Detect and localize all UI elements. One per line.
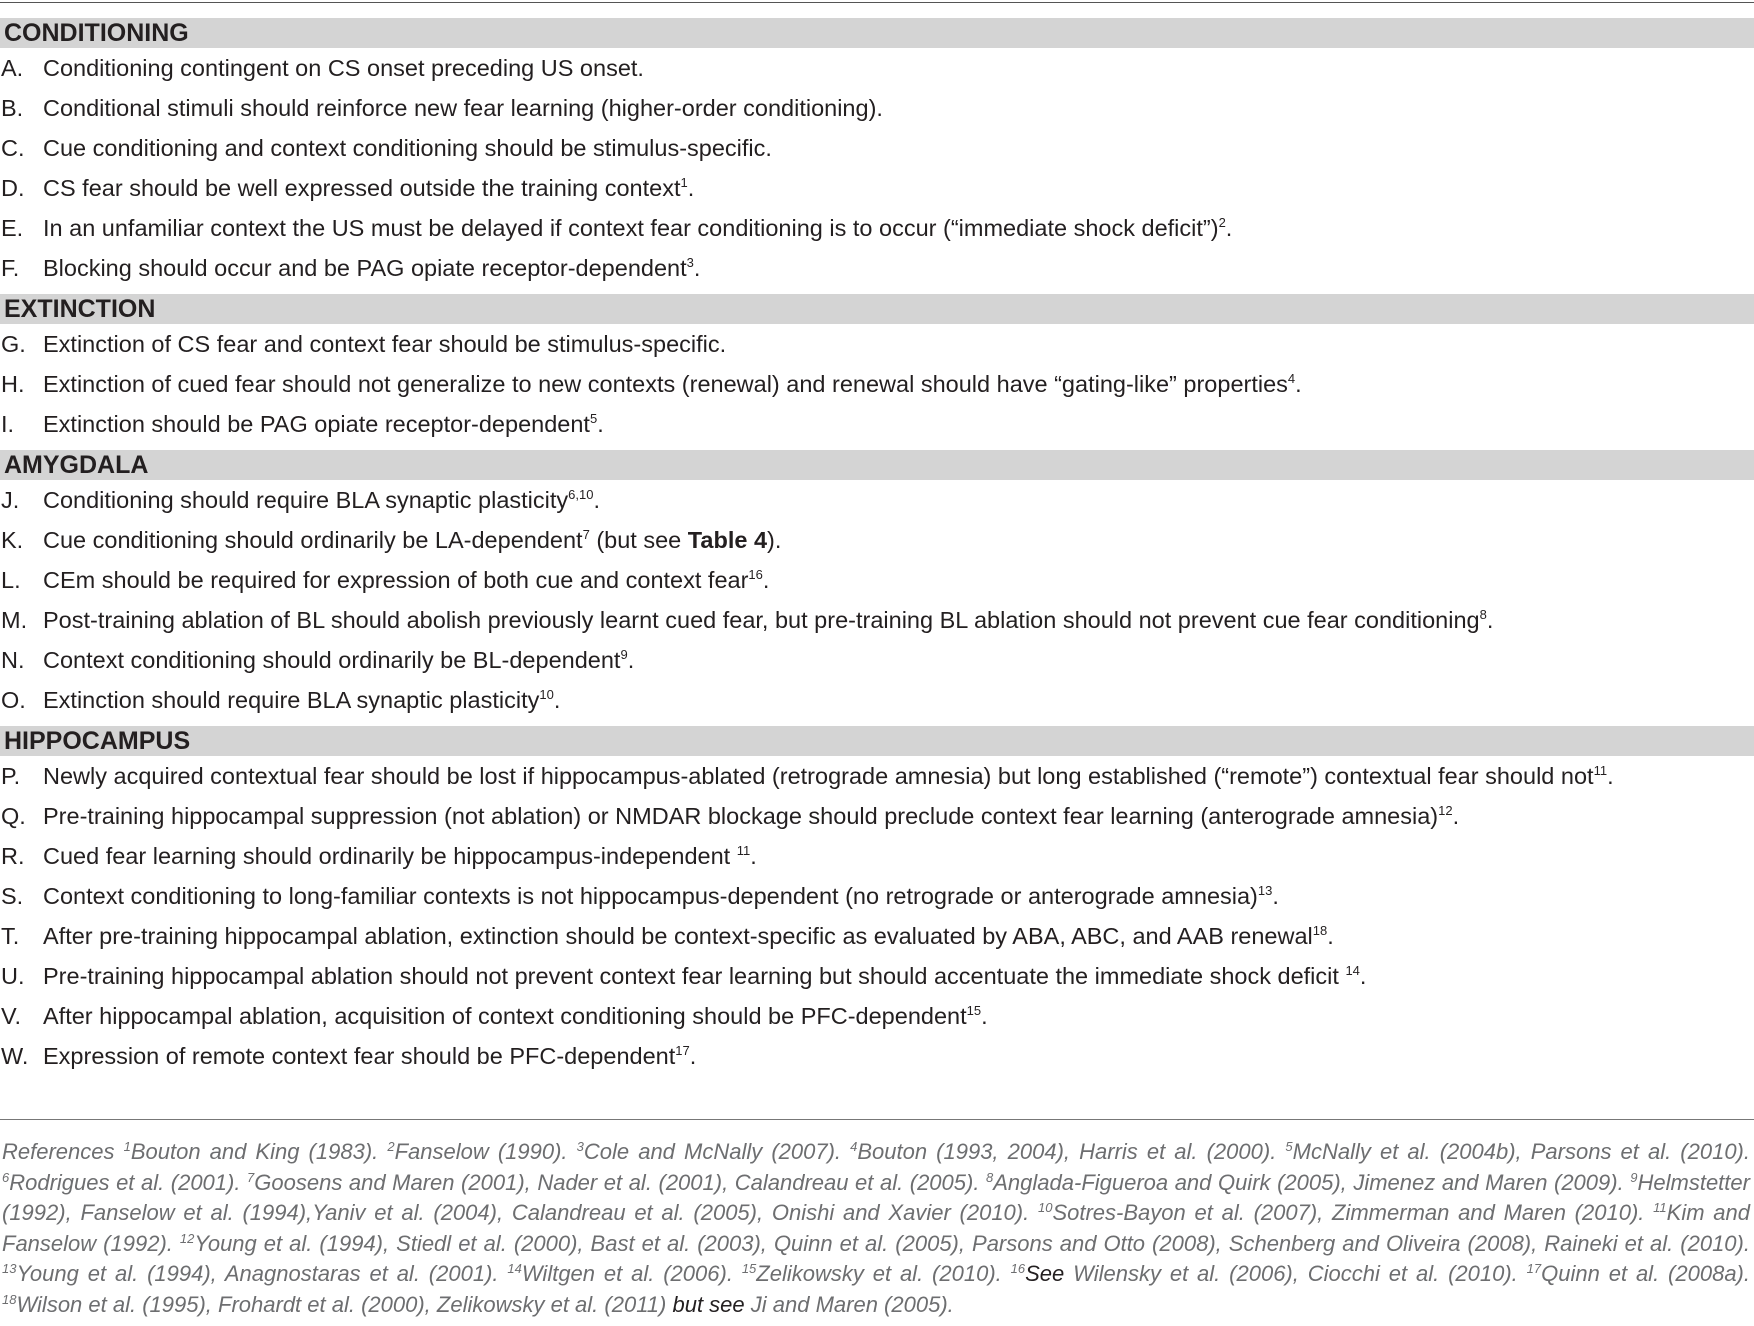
criterion-text	[43, 916, 1754, 956]
footnote-marker: 7	[582, 527, 590, 542]
criterion-row	[0, 560, 1754, 600]
text-run: Bouton (1993, 2004), Harris et al. (2000).	[857, 1139, 1286, 1164]
footnote-marker: 4	[1287, 371, 1296, 386]
footnote-marker: 5	[589, 411, 598, 426]
criterion-row	[0, 876, 1754, 916]
criterion-letter: F.	[1, 255, 20, 281]
footnote-marker: 1	[123, 1139, 131, 1154]
footnote-marker: 3	[576, 1139, 584, 1154]
footnote-marker: 16	[1010, 1261, 1026, 1276]
footnote-marker: 8	[1479, 607, 1487, 622]
criterion-text	[43, 480, 1754, 520]
criterion-letter: G.	[1, 331, 26, 357]
text-run: CS fear should be well expressed outside the training context	[43, 175, 681, 201]
criterion-letter: I.	[1, 411, 15, 437]
criterion-row	[0, 796, 1754, 836]
criterion-text	[43, 600, 1754, 640]
criterion-letter: B.	[1, 95, 24, 121]
section-header-conditioning: CONDITIONING	[0, 18, 1754, 48]
criterion-row	[0, 248, 1754, 288]
criterion-row	[0, 680, 1754, 720]
text-run: Context conditioning to long-familiar contexts is not hippocampus-dependent (no retrograde or anterograde amnesia)	[43, 883, 1258, 909]
criterion-row	[0, 48, 1754, 88]
text-run: .	[553, 687, 561, 713]
text-run: Young et al. (1994), Stiedl et al. (2000), Bast et al. (2003), Quinn et al. (2005), Parsons and Otto (2008), Schenberg and Oliveira (2008), Raineki et al. (2010).	[194, 1230, 1750, 1256]
text-run: Pre-training hippocampal ablation should not prevent context fear learning but should accentuate the immediate shock deficit	[43, 963, 1346, 989]
text-run: .	[981, 1003, 988, 1029]
table-reference: Table 4	[687, 527, 768, 553]
criterion-row	[0, 600, 1754, 640]
reference-connector: See	[1025, 1261, 1065, 1286]
text-run: .	[1452, 803, 1460, 829]
criterion-text	[43, 128, 1754, 168]
references-footnote	[2, 1137, 1750, 1320]
criterion-row	[0, 836, 1754, 876]
text-run: Kim and Fanselow (1992).	[2, 1200, 1750, 1256]
top-rule	[0, 2, 1754, 3]
criterion-row	[0, 640, 1754, 680]
text-run: Goosens and Maren (2001), Nader et al. (2001), Calandreau et al. (2005).	[254, 1169, 987, 1195]
criterion-text	[43, 996, 1754, 1036]
text-run: .	[597, 411, 604, 437]
criterion-letter: S.	[1, 883, 24, 909]
criterion-letter: O.	[1, 687, 26, 713]
footnote-marker: 11	[1653, 1200, 1667, 1215]
text-run: After hippocampal ablation, acquisition of context conditioning should be PFC-dependent	[43, 1003, 967, 1029]
text-run: .	[1272, 883, 1279, 909]
text-run: .	[689, 1043, 697, 1069]
footnote-marker: 11	[1593, 763, 1608, 778]
footnote-marker: 14	[507, 1261, 522, 1276]
footnote-marker: 6,10	[568, 487, 594, 502]
footnote-marker: 16	[748, 567, 763, 582]
text-run: ).	[767, 527, 782, 553]
footnote-marker: 17	[675, 1043, 690, 1058]
text-run: CEm should be required for expression of both cue and context fear	[43, 567, 749, 593]
footnote-marker: 1	[680, 175, 688, 190]
footnote-marker: 10	[1037, 1200, 1053, 1215]
text-run: .	[693, 255, 701, 281]
criterion-letter: T.	[1, 923, 20, 949]
text-run: Conditional stimuli should reinforce new fear learning (higher-order conditioning).	[43, 95, 883, 121]
text-run: Context conditioning should ordinarily be BL-dependent	[43, 647, 621, 673]
criterion-letter: D.	[1, 175, 25, 201]
criterion-text	[43, 364, 1754, 404]
text-run: Extinction should be PAG opiate receptor-dependent	[43, 411, 590, 437]
section-header-extinction: EXTINCTION	[0, 294, 1754, 324]
footnote-marker: 9	[1630, 1169, 1638, 1185]
criterion-text	[43, 836, 1754, 876]
criterion-row	[0, 1036, 1754, 1076]
text-run: Cole and McNally (2007).	[583, 1139, 851, 1164]
criterion-letter: E.	[1, 215, 24, 241]
section-header-amygdala: AMYGDALA	[0, 450, 1754, 480]
footnote-marker: 15	[741, 1261, 757, 1276]
text-run: .	[1486, 607, 1494, 633]
footnote-marker: 7	[247, 1169, 255, 1185]
text-run: Wilson et al. (1995), Frohardt et al. (2000), Zelikowsky et al. (2011)	[16, 1291, 673, 1317]
criterion-text	[43, 640, 1754, 680]
criterion-letter: N.	[1, 647, 25, 673]
section-header-hippocampus: HIPPOCAMPUS	[0, 726, 1754, 756]
text-run: Post-training ablation of BL should abolish previously learnt cued fear, but pre-training BL ablation should not prevent cue fear conditioning	[43, 607, 1480, 633]
footnote-marker: 18	[2, 1291, 17, 1307]
footnote-marker: 14	[1345, 963, 1360, 978]
text-run: Newly acquired contextual fear should be lost if hippocampus-ablated (retrograde amnesia) but long established (“remote”) contextual fear should not	[43, 763, 1594, 789]
footnote-marker: 11	[736, 843, 751, 858]
text-run: Rodrigues et al. (2001).	[9, 1169, 248, 1195]
footnote-marker: 4	[850, 1139, 858, 1154]
criterion-text	[43, 956, 1754, 996]
text-run: .	[687, 175, 695, 201]
criterion-letter: K.	[1, 527, 24, 553]
criterion-letter: C.	[1, 135, 25, 161]
text-run: .	[750, 843, 757, 869]
criterion-letter: W.	[1, 1043, 29, 1069]
footnote-marker: 12	[1438, 803, 1453, 818]
text-run: .	[762, 567, 770, 593]
text-run: Cued fear learning should ordinarily be hippocampus-independent	[43, 843, 737, 869]
criterion-text	[43, 168, 1754, 208]
text-run: Extinction of cued fear should not generalize to new contexts (renewal) and renewal should have “gating-like” properties	[43, 371, 1288, 397]
criterion-row	[0, 956, 1754, 996]
text-run: Fanselow (1990).	[394, 1139, 577, 1164]
criterion-row	[0, 168, 1754, 208]
text-run: Conditioning contingent on CS onset preceding US onset.	[43, 55, 644, 81]
footnote-marker: 2	[1218, 215, 1226, 230]
criterion-letter: H.	[1, 371, 25, 397]
criterion-row	[0, 996, 1754, 1036]
criterion-letter: L.	[1, 567, 21, 593]
criterion-text	[43, 404, 1754, 444]
criterion-row	[0, 756, 1754, 796]
criterion-text	[43, 1036, 1754, 1076]
criterion-row	[0, 208, 1754, 248]
text-run: .	[1327, 923, 1334, 949]
criterion-letter: P.	[1, 763, 21, 789]
criterion-row	[0, 520, 1754, 560]
text-run: .	[1295, 371, 1302, 397]
text-run: .	[1359, 963, 1367, 989]
text-run: .	[627, 647, 635, 673]
text-run: Zelikowsky et al. (2010).	[756, 1261, 1011, 1286]
criterion-row	[0, 404, 1754, 444]
footnote-marker: 10	[539, 687, 554, 702]
criterion-text	[43, 796, 1754, 836]
criterion-text	[43, 520, 1754, 560]
footnote-marker: 17	[1526, 1261, 1542, 1276]
text-run: Sotres-Bayon et al. (2007), Zimmerman and Maren (2010).	[1052, 1200, 1654, 1225]
text-run: Cue conditioning should ordinarily be LA-dependent	[43, 527, 583, 553]
criterion-text	[43, 756, 1754, 796]
text-run: Anglada-Figueroa and Quirk (2005), Jimenez and Maren (2009).	[993, 1169, 1631, 1195]
footnote-marker: 13	[2, 1261, 17, 1276]
footnote-rule	[0, 1119, 1754, 1120]
criterion-row	[0, 324, 1754, 364]
criterion-text	[43, 208, 1754, 248]
criterion-row	[0, 916, 1754, 956]
criterion-letter: M.	[1, 607, 28, 633]
footnote-marker: 3	[686, 255, 694, 270]
text-run: Extinction should require BLA synaptic plasticity	[43, 687, 540, 713]
criterion-letter: J.	[1, 487, 20, 513]
text-run: Wilensky et al. (2006), Ciocchi et al. (2010).	[1064, 1261, 1527, 1286]
text-run: After pre-training hippocampal ablation, extinction should be context-specific as evaluated by ABA, ABC, and AAB renewal	[43, 923, 1313, 949]
text-run: .	[1225, 215, 1233, 241]
text-run: Expression of remote context fear should be PFC-dependent	[43, 1043, 676, 1069]
text-run: Quinn et al. (2008a).	[1541, 1261, 1750, 1286]
footnote-marker: 5	[1285, 1139, 1293, 1154]
criterion-row	[0, 128, 1754, 168]
footnote-marker: 18	[1312, 923, 1328, 938]
footnote-marker: 13	[1257, 883, 1273, 898]
footnote-marker: 15	[966, 1003, 982, 1018]
text-run: In an unfamiliar context the US must be delayed if context fear conditioning is to occur (“immediate shock deficit”)	[43, 215, 1219, 241]
text-run: (but see	[589, 527, 688, 553]
criterion-text	[43, 48, 1754, 88]
criterion-text	[43, 560, 1754, 600]
criterion-text	[43, 248, 1754, 288]
footnote-marker: 6	[2, 1169, 10, 1185]
criterion-row	[0, 480, 1754, 520]
footnote-marker: 2	[387, 1139, 395, 1154]
text-run: Helmstetter (1992), Fanselow et al. (1994),Yaniv et al. (2004), Calandreau et al. (2005), Onishi and Xavier (2010).	[2, 1169, 1750, 1225]
text-run: .	[593, 487, 600, 513]
criterion-letter: U.	[1, 963, 25, 989]
criteria-table	[0, 18, 1754, 1076]
footnote-marker: 12	[179, 1230, 195, 1246]
criterion-letter: R.	[1, 843, 25, 869]
text-run: Young et al. (1994), Anagnostaras et al. (2001).	[16, 1261, 508, 1286]
text-run: McNally et al. (2004b), Parsons et al. (2010).	[1292, 1139, 1750, 1164]
criterion-text	[43, 876, 1754, 916]
text-run: Extinction of CS fear and context fear should be stimulus-specific.	[43, 331, 727, 357]
criterion-letter: V.	[1, 1003, 22, 1029]
text-run: Pre-training hippocampal suppression (not ablation) or NMDAR blockage should preclude context fear learning (anterograde amnesia)	[43, 803, 1439, 829]
text-run: Blocking should occur and be PAG opiate receptor-dependent	[43, 255, 687, 281]
text-run: .	[1607, 763, 1614, 789]
text-run: Bouton and King (1983).	[130, 1139, 388, 1164]
criterion-text	[43, 324, 1754, 364]
text-run: Cue conditioning and context conditioning should be stimulus-specific.	[43, 135, 772, 161]
criterion-letter: A.	[1, 55, 24, 81]
text-run: References	[2, 1139, 124, 1164]
footnote-marker: 8	[986, 1169, 994, 1185]
criterion-text	[43, 680, 1754, 720]
criterion-letter: Q.	[1, 803, 26, 829]
criterion-row	[0, 88, 1754, 128]
text-run: Conditioning should require BLA synaptic plasticity	[43, 487, 569, 513]
text-run: Wiltgen et al. (2006).	[521, 1261, 742, 1286]
text-run: Ji and Maren (2005).	[744, 1291, 954, 1317]
footnote-marker: 9	[620, 647, 628, 662]
criterion-text	[43, 88, 1754, 128]
criterion-row	[0, 364, 1754, 404]
reference-connector: but see	[672, 1291, 745, 1317]
